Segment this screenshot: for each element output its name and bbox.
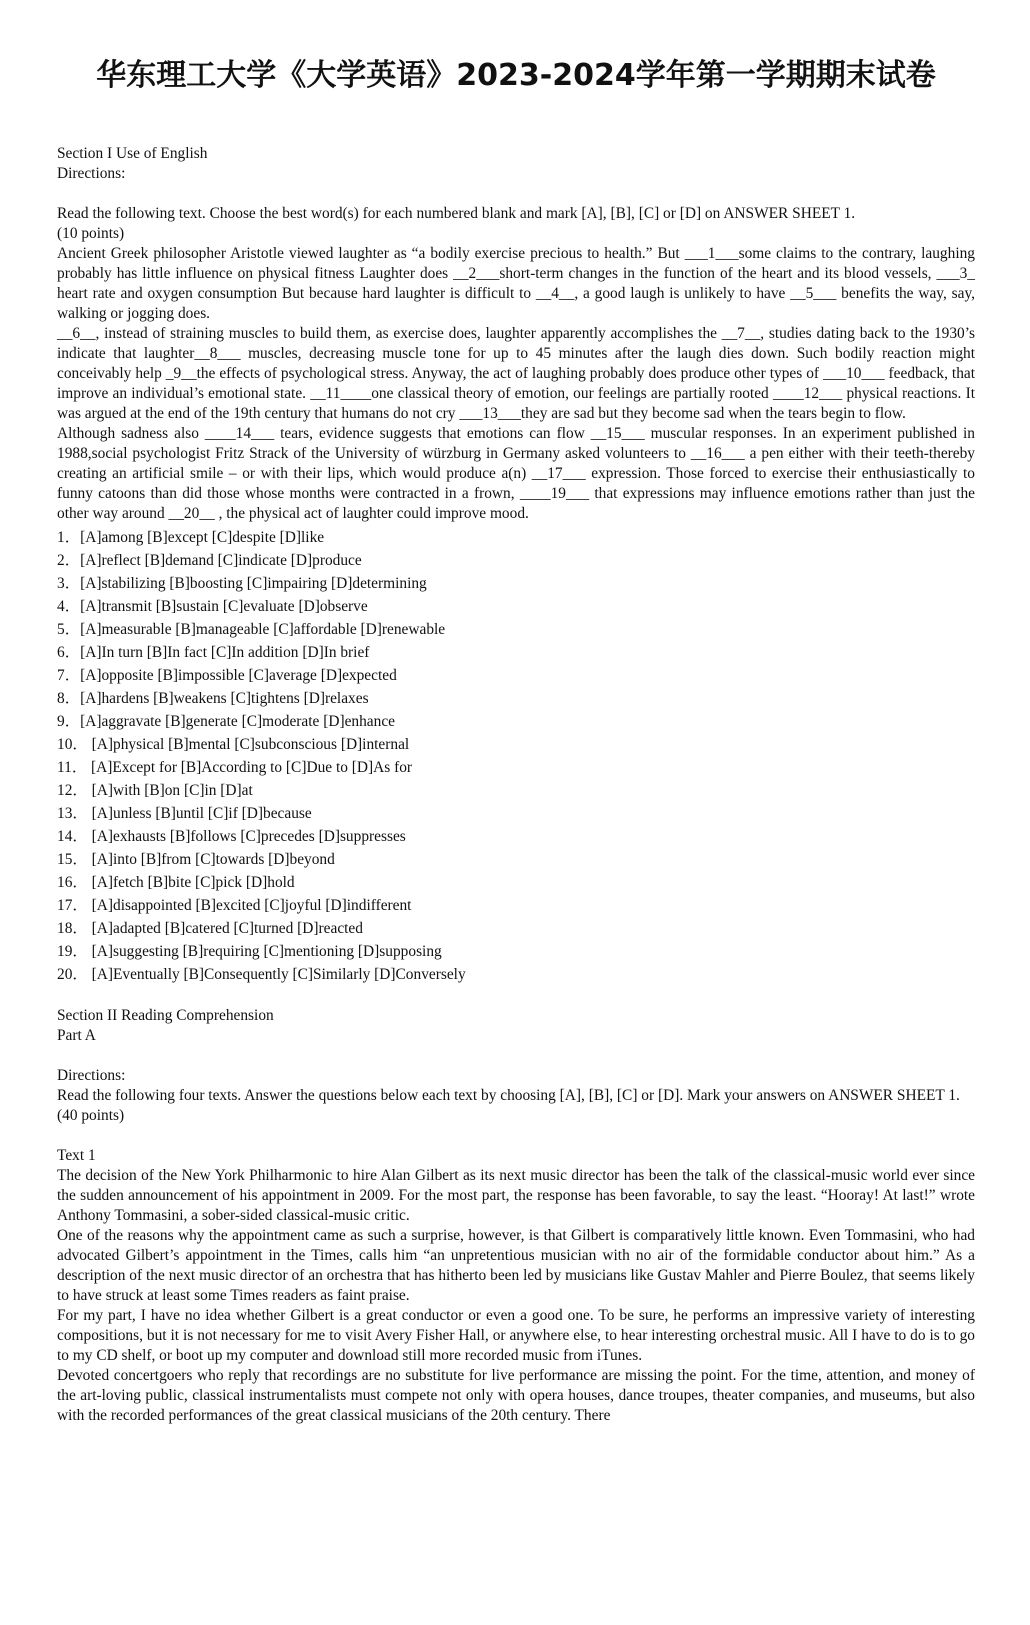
cloze-paragraph-3: Although sadness also ____14___ tears, evidence suggests that emotions can flow __15___ muscular responses. In an experiment published in 1988,social psychologist Fritz Strack of the University of würzburg in Germany asked volunteers to __16___ a pen either with their teeth-thereby creating an artificial smile – or with their lips, which would produce a(n) __17___ expression. Those forced to exercise their enthusiastically to funny catoons than did those whose months were contracted in a frown, ____19___ that expressions may influence emotions rather than just the other way around __20__ , the physical act of laughter could improve mood.	[57, 425, 975, 522]
cloze-paragraph-2: __6__, instead of straining muscles to build them, as exercise does, laughter apparently accomplishes the __7__, studies dating back to the 1930’s indicate that laughter__8___ muscles, decreasing muscle tone for up to 45 minutes after the laugh dies down. Such bodily reaction might conceivably help _9__the effects of psychological stress. Anyway, the act of laughing probably does produce other types of ___10___ feedback, that improve an individual’s emotional state. __11____one classical theory of emotion, our feelings are partially rooted ____12___ physical reactions. It was argued at the end of the 19th century that humans do not cry ___13___they are sad but they become sad when the tears begin to flow.	[57, 325, 975, 422]
option-item: 19． [A]suggesting [B]requiring [C]mentioning [D]supposing	[57, 943, 442, 960]
option-item: 11． [A]Except for [B]According to [C]Due to [D]As for	[57, 759, 413, 776]
spacer	[57, 986, 975, 1006]
option-item: 18． [A]adapted [B]catered [C]turned [D]reacted	[57, 920, 363, 937]
section1-directions-label: Directions:	[57, 165, 126, 182]
option-item: 5．[A]measurable [B]manageable [C]affordable [D]renewable	[57, 621, 446, 638]
option-item: 15． [A]into [B]from [C]towards [D]beyond	[57, 851, 335, 868]
text1-paragraph-4: Devoted concertgoers who reply that recordings are no substitute for live performance are missing the point. For the time, attention, and money of the art-loving public, classical instrumentalists must compete not only with opera houses, dance troupes, theater companies, and museums, but also with the recorded performances of the great classical musicians of the 20th century. There	[57, 1367, 975, 1424]
section1-instruction: Read the following text. Choose the best word(s) for each numbered blank and mark [A], [B], [C] or [D] on ANSWER SHEET 1.	[57, 205, 856, 222]
spacer	[57, 1046, 975, 1066]
section2-directions-label: Directions:	[57, 1067, 126, 1084]
option-item: 6．[A]In turn [B]In fact [C]In addition [D]In brief	[57, 644, 370, 661]
text1-label: Text 1	[57, 1147, 96, 1164]
cloze-options-list	[57, 526, 975, 986]
option-item: 8．[A]hardens [B]weakens [C]tightens [D]relaxes	[57, 690, 369, 707]
exam-body	[57, 144, 975, 1426]
spacer	[57, 1126, 975, 1146]
option-item: 2．[A]reflect [B]demand [C]indicate [D]produce	[57, 552, 362, 569]
section1-heading: Section I Use of English	[57, 145, 208, 162]
section2-instruction: Read the following four texts. Answer the questions below each text by choosing [A], [B], [C] or [D]. Mark your answers on ANSWER SHEET 1. (40 points)	[57, 1087, 960, 1124]
option-item: 16． [A]fetch [B]bite [C]pick [D]hold	[57, 874, 295, 891]
text1-paragraph-2: One of the reasons why the appointment came as such a surprise, however, is that Gilbert is comparatively little known. Even Tommasini, who had advocated Gilbert’s appointment in the Times, calls him “an unpretentious musician with no air of the formidable conductor about him.” As a description of the next music director of an orchestra that has hitherto been led by musicians like Gustav Mahler and Pierre Boulez, that seems likely to have struck at least some Times readers as faint praise.	[57, 1227, 975, 1304]
exam-title: 华东理工大学《大学英语》2023-2024学年第一学期期末试卷	[96, 58, 936, 93]
text1-paragraph-1: The decision of the New York Philharmonic to hire Alan Gilbert as its next music director has been the talk of the classical-music world ever since the sudden announcement of his appointment in 2009. For the most part, the response has been favorable, to say the least. “Hooray! At last!” wrote Anthony Tommasini, a sober-sided classical-music critic.	[57, 1167, 975, 1224]
section2-part: Part A	[57, 1027, 96, 1044]
option-item: 9．[A]aggravate [B]generate [C]moderate [D]enhance	[57, 713, 395, 730]
option-item: 14． [A]exhausts [B]follows [C]precedes [D]suppresses	[57, 828, 406, 845]
option-item: 13． [A]unless [B]until [C]if [D]because	[57, 805, 312, 822]
option-item: 17． [A]disappointed [B]excited [C]joyful [D]indifferent	[57, 897, 412, 914]
cloze-paragraph-1: Ancient Greek philosopher Aristotle viewed laughter as “a bodily exercise precious to health.” But ___1___some claims to the contrary, laughing probably has little influence on physical fitness Laughter does __2___short-term changes in the function of the heart and its blood vessels, ___3_ heart rate and oxygen consumption But because hard laughter is difficult to __4__, a good laugh is unlikely to have __5___ benefits the way, say, walking or jogging does.	[57, 245, 975, 322]
text1-paragraph-3: For my part, I have no idea whether Gilbert is a great conductor or even a good one. To be sure, he performs an impressive variety of interesting compositions, but it is not necessary for me to visit Avery Fisher Hall, or anywhere else, to hear interesting orchestral music. All I have to do is to go to my CD shelf, or boot up my computer and download still more recorded music from iTunes.	[57, 1307, 975, 1364]
option-item: 12． [A]with [B]on [C]in [D]at	[57, 782, 253, 799]
option-item: 1．[A]among [B]except [C]despite [D]like	[57, 529, 325, 546]
option-item: 4．[A]transmit [B]sustain [C]evaluate [D]observe	[57, 598, 368, 615]
option-item: 3．[A]stabilizing [B]boosting [C]impairing [D]determining	[57, 575, 427, 592]
section2-heading: Section II Reading Comprehension	[57, 1007, 274, 1024]
option-item: 20． [A]Eventually [B]Consequently [C]Similarly [D]Conversely	[57, 966, 466, 983]
spacer	[57, 184, 975, 204]
section1-points: (10 points)	[57, 225, 125, 242]
option-item: 10． [A]physical [B]mental [C]subconscious [D]internal	[57, 736, 410, 753]
option-item: 7．[A]opposite [B]impossible [C]average [D]expected	[57, 667, 397, 684]
